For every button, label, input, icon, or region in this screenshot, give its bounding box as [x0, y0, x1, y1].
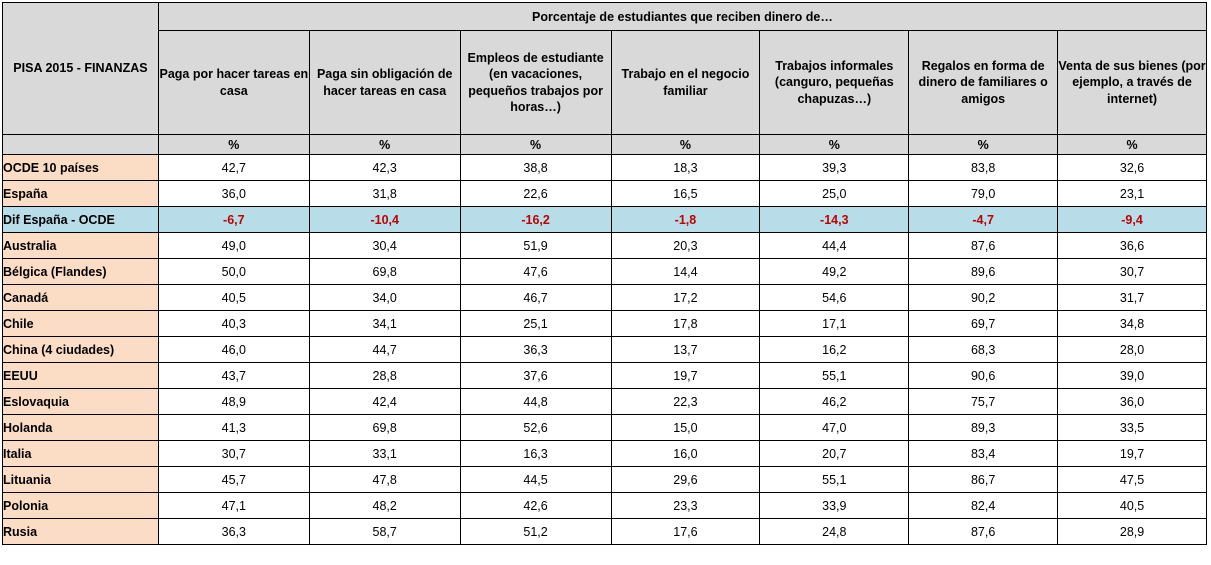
row-label: Italia — [3, 441, 159, 467]
table-cell: 29,6 — [611, 467, 760, 493]
table-cell: -16,2 — [460, 207, 611, 233]
table-cell: 87,6 — [909, 233, 1058, 259]
table-cell: 50,0 — [158, 259, 309, 285]
table-cell: 54,6 — [760, 285, 909, 311]
table-cell: 41,3 — [158, 415, 309, 441]
table-cell: 82,4 — [909, 493, 1058, 519]
table-cell: 55,1 — [760, 467, 909, 493]
column-header-5: Regalos en forma de dinero de familiares o amigos — [909, 31, 1058, 135]
table-cell: 20,3 — [611, 233, 760, 259]
table-row — [3, 285, 1207, 311]
table-cell: 36,0 — [158, 181, 309, 207]
table-cell: 17,6 — [611, 519, 760, 545]
table-corner-label: PISA 2015 - FINANZAS — [3, 3, 159, 135]
table-cell: 16,3 — [460, 441, 611, 467]
table-cell: 40,5 — [158, 285, 309, 311]
table-cell: 14,4 — [611, 259, 760, 285]
pisa-finance-table — [2, 2, 1207, 545]
table-cell: 89,6 — [909, 259, 1058, 285]
table-cell: -9,4 — [1058, 207, 1207, 233]
table-row — [3, 519, 1207, 545]
table-cell: 17,1 — [760, 311, 909, 337]
table-cell: 19,7 — [1058, 441, 1207, 467]
table-row — [3, 181, 1207, 207]
table-cell: 23,1 — [1058, 181, 1207, 207]
table-cell: 90,2 — [909, 285, 1058, 311]
table-row — [3, 493, 1207, 519]
table-cell: 47,6 — [460, 259, 611, 285]
table-cell: 49,0 — [158, 233, 309, 259]
table-row — [3, 311, 1207, 337]
unit-cell-0: % — [158, 135, 309, 155]
table-cell: 46,0 — [158, 337, 309, 363]
table-cell: 45,7 — [158, 467, 309, 493]
table-cell: 83,8 — [909, 155, 1058, 181]
unit-cell-5: % — [909, 135, 1058, 155]
row-label: Bélgica (Flandes) — [3, 259, 159, 285]
table-cell: 25,1 — [460, 311, 611, 337]
table-cell: -14,3 — [760, 207, 909, 233]
table-cell: 40,5 — [1058, 493, 1207, 519]
table-cell: 24,8 — [760, 519, 909, 545]
unit-cell-2: % — [460, 135, 611, 155]
row-label: Lituania — [3, 467, 159, 493]
table-cell: 37,6 — [460, 363, 611, 389]
table-row — [3, 467, 1207, 493]
table-cell: 52,6 — [460, 415, 611, 441]
table-cell: 68,3 — [909, 337, 1058, 363]
table-cell: 47,0 — [760, 415, 909, 441]
table-cell: 48,2 — [309, 493, 460, 519]
row-label: Chile — [3, 311, 159, 337]
table-cell: 47,8 — [309, 467, 460, 493]
table-cell: 16,5 — [611, 181, 760, 207]
row-label: EEUU — [3, 363, 159, 389]
table-cell: 79,0 — [909, 181, 1058, 207]
column-header-0: Paga por hacer tareas en casa — [158, 31, 309, 135]
table-cell: 46,7 — [460, 285, 611, 311]
table-cell: 44,4 — [760, 233, 909, 259]
table-cell: 16,0 — [611, 441, 760, 467]
table-cell: 22,3 — [611, 389, 760, 415]
table-cell: 47,1 — [158, 493, 309, 519]
table-cell: 20,7 — [760, 441, 909, 467]
table-cell: 42,6 — [460, 493, 611, 519]
unit-cell-3: % — [611, 135, 760, 155]
column-header-1: Paga sin obligación de hacer tareas en casa — [309, 31, 460, 135]
table-unit-row — [3, 135, 1207, 155]
table-cell: 33,1 — [309, 441, 460, 467]
table-cell: -1,8 — [611, 207, 760, 233]
table-row — [3, 259, 1207, 285]
table-cell: 34,0 — [309, 285, 460, 311]
unit-cell-1: % — [309, 135, 460, 155]
table-cell: 55,1 — [760, 363, 909, 389]
row-label: Australia — [3, 233, 159, 259]
table-banner-title: Porcentaje de estudiantes que reciben dinero de… — [158, 3, 1206, 31]
table-cell: 31,7 — [1058, 285, 1207, 311]
table-cell: 28,8 — [309, 363, 460, 389]
table-cell: 16,2 — [760, 337, 909, 363]
column-header-4: Trabajos informales (canguro, pequeñas chapuzas…) — [760, 31, 909, 135]
row-label: Canadá — [3, 285, 159, 311]
table-cell: 17,8 — [611, 311, 760, 337]
table-row — [3, 363, 1207, 389]
row-label: Dif España - OCDE — [3, 207, 159, 233]
unit-cell-6: % — [1058, 135, 1207, 155]
row-label: Eslovaquia — [3, 389, 159, 415]
table-cell: 42,3 — [309, 155, 460, 181]
row-label: España — [3, 181, 159, 207]
table-row — [3, 389, 1207, 415]
table-row — [3, 441, 1207, 467]
table-cell: 36,3 — [158, 519, 309, 545]
table-cell: 36,3 — [460, 337, 611, 363]
table-cell: 32,6 — [1058, 155, 1207, 181]
table-header-banner-row — [3, 3, 1207, 31]
table-cell: 39,0 — [1058, 363, 1207, 389]
table-cell: 13,7 — [611, 337, 760, 363]
table-cell: 22,6 — [460, 181, 611, 207]
column-header-2: Empleos de estudiante (en vacaciones, pequeños trabajos por horas…) — [460, 31, 611, 135]
table-cell: 58,7 — [309, 519, 460, 545]
table-cell: -4,7 — [909, 207, 1058, 233]
unit-cell-4: % — [760, 135, 909, 155]
table-cell: 44,7 — [309, 337, 460, 363]
table-cell: 51,2 — [460, 519, 611, 545]
table-cell: 19,7 — [611, 363, 760, 389]
table-cell: 90,6 — [909, 363, 1058, 389]
table-cell: 38,8 — [460, 155, 611, 181]
table-cell: 39,3 — [760, 155, 909, 181]
table-row — [3, 155, 1207, 181]
table-cell: 36,6 — [1058, 233, 1207, 259]
table-cell: 17,2 — [611, 285, 760, 311]
row-label: Rusia — [3, 519, 159, 545]
table-cell: 28,9 — [1058, 519, 1207, 545]
table-cell: 49,2 — [760, 259, 909, 285]
table-cell: 28,0 — [1058, 337, 1207, 363]
table-row — [3, 207, 1207, 233]
table-row — [3, 337, 1207, 363]
table-cell: 47,5 — [1058, 467, 1207, 493]
row-label: Polonia — [3, 493, 159, 519]
table-cell: 33,5 — [1058, 415, 1207, 441]
unit-cell-corner — [3, 135, 159, 155]
column-header-3: Trabajo en el negocio familiar — [611, 31, 760, 135]
table-cell: -6,7 — [158, 207, 309, 233]
column-header-6: Venta de sus bienes (por ejemplo, a través de internet) — [1058, 31, 1207, 135]
table-cell: 43,7 — [158, 363, 309, 389]
table-cell: 15,0 — [611, 415, 760, 441]
table-cell: 33,9 — [760, 493, 909, 519]
table-cell: 40,3 — [158, 311, 309, 337]
row-label: China (4 ciudades) — [3, 337, 159, 363]
table-cell: 18,3 — [611, 155, 760, 181]
table-cell: 30,7 — [158, 441, 309, 467]
table-cell: 34,1 — [309, 311, 460, 337]
table-cell: 87,6 — [909, 519, 1058, 545]
table-cell: 46,2 — [760, 389, 909, 415]
table-cell: 44,8 — [460, 389, 611, 415]
table-cell: 89,3 — [909, 415, 1058, 441]
table-cell: -10,4 — [309, 207, 460, 233]
row-label: Holanda — [3, 415, 159, 441]
table-cell: 69,8 — [309, 259, 460, 285]
table-cell: 51,9 — [460, 233, 611, 259]
table-cell: 69,8 — [309, 415, 460, 441]
table-cell: 42,7 — [158, 155, 309, 181]
table-row — [3, 415, 1207, 441]
table-cell: 34,8 — [1058, 311, 1207, 337]
table-cell: 36,0 — [1058, 389, 1207, 415]
table-cell: 44,5 — [460, 467, 611, 493]
table-cell: 75,7 — [909, 389, 1058, 415]
table-cell: 30,7 — [1058, 259, 1207, 285]
table-cell: 86,7 — [909, 467, 1058, 493]
row-label: OCDE 10 países — [3, 155, 159, 181]
table-cell: 30,4 — [309, 233, 460, 259]
table-cell: 42,4 — [309, 389, 460, 415]
table-column-header-row — [3, 31, 1207, 135]
table-cell: 31,8 — [309, 181, 460, 207]
table-cell: 83,4 — [909, 441, 1058, 467]
table-cell: 48,9 — [158, 389, 309, 415]
table-cell: 25,0 — [760, 181, 909, 207]
table-cell: 23,3 — [611, 493, 760, 519]
table-cell: 69,7 — [909, 311, 1058, 337]
table-row — [3, 233, 1207, 259]
